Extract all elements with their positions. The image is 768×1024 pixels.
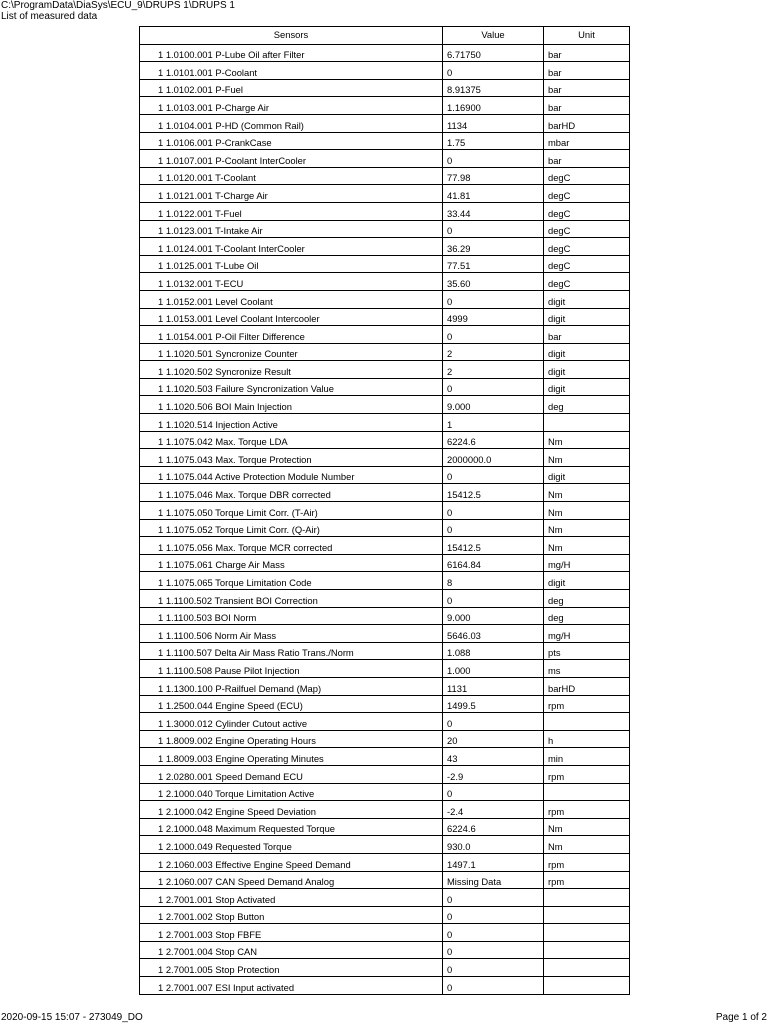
sensor-cell: 1 1.0153.001 Level Coolant Intercooler	[140, 308, 443, 326]
unit-cell: degC	[544, 167, 630, 185]
sensor-cell: 1 1.1020.514 Injection Active	[140, 414, 443, 432]
value-cell: 0	[443, 378, 544, 396]
table-row	[140, 396, 630, 414]
unit-cell: rpm	[544, 801, 630, 819]
sensor-cell: 1 2.1000.040 Torque Limitation Active	[140, 783, 443, 801]
table-row	[140, 924, 630, 942]
table-row	[140, 941, 630, 959]
sensor-cell: 1 1.8009.003 Engine Operating Minutes	[140, 748, 443, 766]
sensor-cell: 1 1.1300.100 P-Railfuel Demand (Map)	[140, 677, 443, 695]
sensor-cell: 1 1.1020.501 Syncronize Counter	[140, 343, 443, 361]
unit-cell: Nm	[544, 484, 630, 502]
sensor-cell: 1 1.0100.001 P-Lube Oil after Filter	[140, 44, 443, 62]
value-cell: 0	[443, 889, 544, 907]
sensor-cell: 1 1.1020.506 BOI Main Injection	[140, 396, 443, 414]
table-row	[140, 326, 630, 344]
value-cell: 1.000	[443, 660, 544, 678]
sensor-cell: 1 1.1100.502 Transient BOI Correction	[140, 590, 443, 608]
page-number: Page 1 of 2	[715, 1012, 767, 1023]
value-cell: 4999	[443, 308, 544, 326]
value-cell: 36.29	[443, 238, 544, 256]
table-row	[140, 889, 630, 907]
table-row	[140, 44, 630, 62]
value-cell: 35.60	[443, 273, 544, 291]
value-cell: 0	[443, 977, 544, 995]
table-row	[140, 572, 630, 590]
sensor-cell: 1 2.7001.002 Stop Button	[140, 906, 443, 924]
table-row	[140, 114, 630, 132]
table-row	[140, 238, 630, 256]
value-cell: 0	[443, 502, 544, 520]
file-path: C:\ProgramData\DiaSys\ECU_9\DRUPS 1\DRUPS 1	[1, 0, 235, 11]
unit-cell: bar	[544, 326, 630, 344]
sensor-cell: 1 1.1075.046 Max. Torque DBR corrected	[140, 484, 443, 502]
table-row	[140, 273, 630, 291]
value-cell: 5646.03	[443, 625, 544, 643]
table-row	[140, 730, 630, 748]
unit-cell	[544, 713, 630, 731]
unit-cell: bar	[544, 97, 630, 115]
unit-cell: digit	[544, 466, 630, 484]
value-cell: 6224.6	[443, 818, 544, 836]
value-cell: 8.91375	[443, 79, 544, 97]
value-cell: 0	[443, 150, 544, 168]
unit-cell: degC	[544, 220, 630, 238]
sensor-cell: 1 1.0120.001 T-Coolant	[140, 167, 443, 185]
table-row	[140, 660, 630, 678]
value-cell: 43	[443, 748, 544, 766]
table-row	[140, 502, 630, 520]
table-row	[140, 871, 630, 889]
value-cell: 1499.5	[443, 695, 544, 713]
table-row	[140, 537, 630, 555]
sensor-cell: 1 1.1075.065 Torque Limitation Code	[140, 572, 443, 590]
unit-cell: pts	[544, 642, 630, 660]
table-body	[140, 44, 630, 994]
value-cell: 20	[443, 730, 544, 748]
table-header-row	[140, 27, 630, 45]
table-row	[140, 607, 630, 625]
unit-cell: barHD	[544, 114, 630, 132]
value-cell: 6.71750	[443, 44, 544, 62]
value-cell: 2	[443, 361, 544, 379]
table-row	[140, 290, 630, 308]
unit-cell: digit	[544, 361, 630, 379]
table-row	[140, 202, 630, 220]
sensor-cell: 1 2.7001.001 Stop Activated	[140, 889, 443, 907]
value-cell: 6164.84	[443, 554, 544, 572]
sensor-cell: 1 1.1075.056 Max. Torque MCR corrected	[140, 537, 443, 555]
unit-cell: bar	[544, 79, 630, 97]
value-cell: 1.16900	[443, 97, 544, 115]
value-cell: 77.51	[443, 255, 544, 273]
sensor-cell: 1 1.0103.001 P-Charge Air	[140, 97, 443, 115]
unit-cell: deg	[544, 607, 630, 625]
sensor-cell: 1 2.7001.005 Stop Protection	[140, 959, 443, 977]
unit-cell: mbar	[544, 132, 630, 150]
unit-cell: degC	[544, 255, 630, 273]
value-cell: 1131	[443, 677, 544, 695]
value-cell: 15412.5	[443, 484, 544, 502]
unit-cell: h	[544, 730, 630, 748]
sensor-cell: 1 1.0107.001 P-Coolant InterCooler	[140, 150, 443, 168]
unit-cell: rpm	[544, 765, 630, 783]
value-cell: 33.44	[443, 202, 544, 220]
table-row	[140, 449, 630, 467]
value-cell: 0	[443, 924, 544, 942]
sensor-cell: 1 1.0122.001 T-Fuel	[140, 202, 443, 220]
table-row	[140, 255, 630, 273]
table-row	[140, 150, 630, 168]
sensor-cell: 1 1.2500.044 Engine Speed (ECU)	[140, 695, 443, 713]
table-row	[140, 343, 630, 361]
unit-cell: rpm	[544, 871, 630, 889]
unit-cell: digit	[544, 308, 630, 326]
column-header-sensors: Sensors	[140, 27, 443, 45]
value-cell: 6224.6	[443, 431, 544, 449]
value-cell: Missing Data	[443, 871, 544, 889]
table-row	[140, 836, 630, 854]
value-cell: 0	[443, 906, 544, 924]
table-row	[140, 977, 630, 995]
table-row	[140, 97, 630, 115]
table-row	[140, 62, 630, 80]
value-cell: 9.000	[443, 396, 544, 414]
unit-cell	[544, 783, 630, 801]
table-row	[140, 484, 630, 502]
sensor-cell: 1 1.0125.001 T-Lube Oil	[140, 255, 443, 273]
unit-cell: degC	[544, 202, 630, 220]
value-cell: 1.088	[443, 642, 544, 660]
value-cell: 2	[443, 343, 544, 361]
value-cell: 0	[443, 62, 544, 80]
sensor-cell: 1 1.1075.050 Torque Limit Corr. (T-Air)	[140, 502, 443, 520]
unit-cell: barHD	[544, 677, 630, 695]
sensor-cell: 1 1.0123.001 T-Intake Air	[140, 220, 443, 238]
unit-cell: Nm	[544, 836, 630, 854]
value-cell: 0	[443, 466, 544, 484]
unit-cell: digit	[544, 343, 630, 361]
table-row	[140, 818, 630, 836]
unit-cell: Nm	[544, 537, 630, 555]
unit-cell: Nm	[544, 431, 630, 449]
table-row	[140, 308, 630, 326]
table-row	[140, 378, 630, 396]
sensor-cell: 1 1.1075.043 Max. Torque Protection	[140, 449, 443, 467]
sensor-cell: 1 2.7001.007 ESI Input activated	[140, 977, 443, 995]
value-cell: 0	[443, 783, 544, 801]
unit-cell: mg/H	[544, 625, 630, 643]
sensor-cell: 1 1.0106.001 P-CrankCase	[140, 132, 443, 150]
table-row	[140, 748, 630, 766]
value-cell: 0	[443, 959, 544, 977]
value-cell: 1497.1	[443, 853, 544, 871]
unit-cell: deg	[544, 396, 630, 414]
value-cell: 1134	[443, 114, 544, 132]
table-row	[140, 801, 630, 819]
sensor-cell: 1 2.1060.003 Effective Engine Speed Demand	[140, 853, 443, 871]
sensor-cell: 1 1.1020.503 Failure Syncronization Value	[140, 378, 443, 396]
sensor-cell: 1 1.0152.001 Level Coolant	[140, 290, 443, 308]
unit-cell: mg/H	[544, 554, 630, 572]
unit-cell: Nm	[544, 502, 630, 520]
table-row	[140, 519, 630, 537]
unit-cell	[544, 924, 630, 942]
value-cell: -2.9	[443, 765, 544, 783]
table-row	[140, 625, 630, 643]
value-cell: 1	[443, 414, 544, 432]
unit-cell: degC	[544, 238, 630, 256]
table-row	[140, 431, 630, 449]
table-row	[140, 220, 630, 238]
table-row	[140, 79, 630, 97]
sensor-cell: 1 1.1100.507 Delta Air Mass Ratio Trans./Norm	[140, 642, 443, 660]
measured-data-table	[139, 26, 630, 995]
column-header-value: Value	[443, 27, 544, 45]
unit-cell: digit	[544, 378, 630, 396]
value-cell: 0	[443, 941, 544, 959]
unit-cell: bar	[544, 150, 630, 168]
unit-cell: degC	[544, 185, 630, 203]
table-row	[140, 695, 630, 713]
value-cell: 77.98	[443, 167, 544, 185]
table-row	[140, 167, 630, 185]
table-row	[140, 414, 630, 432]
unit-cell: ms	[544, 660, 630, 678]
sensor-cell: 1 1.1020.502 Syncronize Result	[140, 361, 443, 379]
table-row	[140, 642, 630, 660]
table-row	[140, 361, 630, 379]
value-cell: 0	[443, 290, 544, 308]
unit-cell: min	[544, 748, 630, 766]
sensor-cell: 1 2.0280.001 Speed Demand ECU	[140, 765, 443, 783]
unit-cell	[544, 941, 630, 959]
table-row	[140, 959, 630, 977]
sensor-cell: 1 1.1100.508 Pause Pilot Injection	[140, 660, 443, 678]
unit-cell	[544, 906, 630, 924]
sensor-cell: 1 2.7001.004 Stop CAN	[140, 941, 443, 959]
sensor-cell: 1 2.1000.042 Engine Speed Deviation	[140, 801, 443, 819]
sensor-cell: 1 1.0101.001 P-Coolant	[140, 62, 443, 80]
sensor-cell: 1 1.0121.001 T-Charge Air	[140, 185, 443, 203]
value-cell: 0	[443, 590, 544, 608]
sensor-cell: 1 1.1075.052 Torque Limit Corr. (Q-Air)	[140, 519, 443, 537]
unit-cell	[544, 959, 630, 977]
footer-timestamp: 2020-09-15 15:07 - 273049_DO	[1, 1012, 143, 1023]
value-cell: 0	[443, 220, 544, 238]
sensor-cell: 1 1.1075.061 Charge Air Mass	[140, 554, 443, 572]
table-row	[140, 713, 630, 731]
unit-cell: Nm	[544, 818, 630, 836]
sensor-cell: 1 1.3000.012 Cylinder Cutout active	[140, 713, 443, 731]
value-cell: 15412.5	[443, 537, 544, 555]
unit-cell: Nm	[544, 449, 630, 467]
unit-cell: bar	[544, 44, 630, 62]
table-row	[140, 554, 630, 572]
value-cell: 2000000.0	[443, 449, 544, 467]
value-cell: 0	[443, 326, 544, 344]
sensor-cell: 1 1.8009.002 Engine Operating Hours	[140, 730, 443, 748]
unit-cell	[544, 414, 630, 432]
table-row	[140, 677, 630, 695]
table-row	[140, 185, 630, 203]
sensor-cell: 1 1.0132.001 T-ECU	[140, 273, 443, 291]
value-cell: 930.0	[443, 836, 544, 854]
table-row	[140, 590, 630, 608]
unit-cell	[544, 977, 630, 995]
value-cell: 0	[443, 713, 544, 731]
value-cell: 41.81	[443, 185, 544, 203]
unit-cell: digit	[544, 290, 630, 308]
column-header-unit: Unit	[544, 27, 630, 45]
sensor-cell: 1 1.0154.001 P-Oil Filter Difference	[140, 326, 443, 344]
sensor-cell: 1 2.1060.007 CAN Speed Demand Analog	[140, 871, 443, 889]
unit-cell	[544, 889, 630, 907]
unit-cell: bar	[544, 62, 630, 80]
sensor-cell: 1 1.1100.503 BOI Norm	[140, 607, 443, 625]
sensor-cell: 1 1.1100.506 Norm Air Mass	[140, 625, 443, 643]
unit-cell: rpm	[544, 853, 630, 871]
value-cell: 0	[443, 519, 544, 537]
sensor-cell: 1 1.0102.001 P-Fuel	[140, 79, 443, 97]
value-cell: 1.75	[443, 132, 544, 150]
unit-cell: Nm	[544, 519, 630, 537]
sensor-cell: 1 2.1000.049 Requested Torque	[140, 836, 443, 854]
table-row	[140, 783, 630, 801]
unit-cell: degC	[544, 273, 630, 291]
table-row	[140, 906, 630, 924]
value-cell: 9.000	[443, 607, 544, 625]
table-row	[140, 132, 630, 150]
unit-cell: rpm	[544, 695, 630, 713]
document-title: List of measured data	[1, 11, 98, 22]
sensor-cell: 1 1.0124.001 T-Coolant InterCooler	[140, 238, 443, 256]
table-row	[140, 466, 630, 484]
unit-cell: digit	[544, 572, 630, 590]
sensor-cell: 1 2.1000.048 Maximum Requested Torque	[140, 818, 443, 836]
sensor-cell: 1 1.1075.042 Max. Torque LDA	[140, 431, 443, 449]
sensor-cell: 1 2.7001.003 Stop FBFE	[140, 924, 443, 942]
table-row	[140, 765, 630, 783]
unit-cell: deg	[544, 590, 630, 608]
table-row	[140, 853, 630, 871]
sensor-cell: 1 1.1075.044 Active Protection Module Number	[140, 466, 443, 484]
value-cell: -2.4	[443, 801, 544, 819]
sensor-cell: 1 1.0104.001 P-HD (Common Rail)	[140, 114, 443, 132]
value-cell: 8	[443, 572, 544, 590]
